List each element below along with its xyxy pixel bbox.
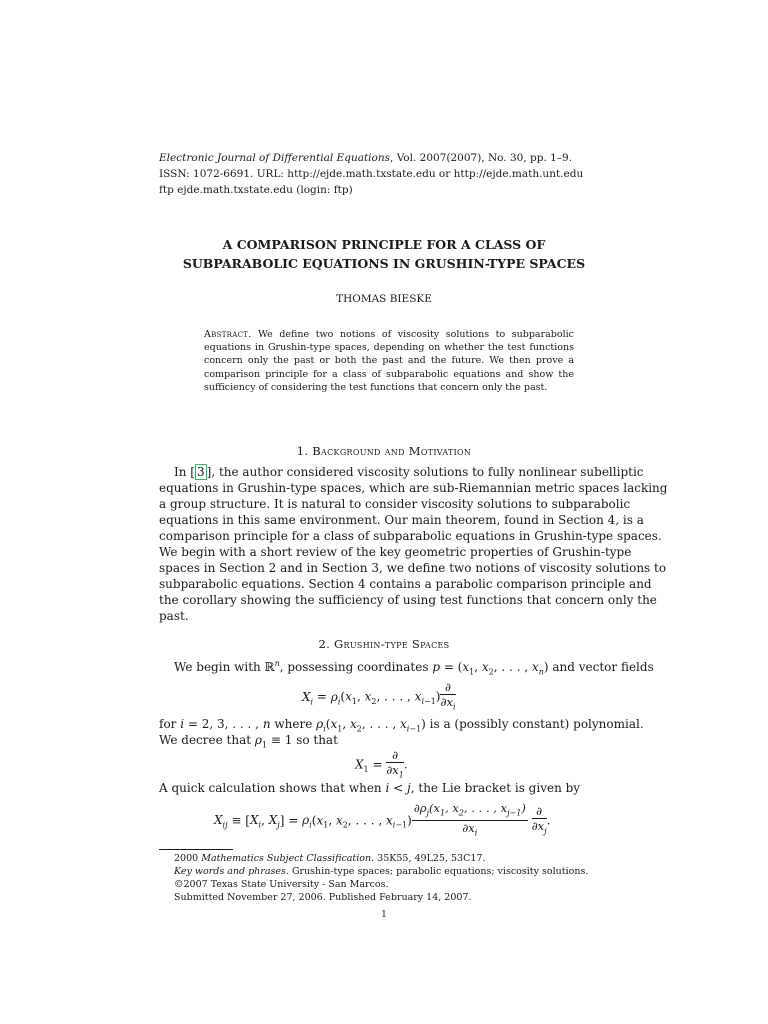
- citation-link[interactable]: 3: [196, 465, 205, 479]
- decree-end-text: so that: [296, 733, 338, 747]
- section1-line: We begin with a short review of the key geometric properties of Grushin-type: [159, 545, 632, 559]
- footnote-submitted: Submitted November 27, 2006. Published February 14, 2007.: [174, 892, 472, 903]
- page-number: 1: [381, 910, 387, 920]
- section1-line: comparison principle for a class of subparabolic equations in Grushin-type spaces.: [159, 529, 662, 543]
- journal-ftp-line: ftp ejde.math.txstate.edu (login: ftp): [159, 184, 353, 196]
- math-p-coords: p: [432, 660, 440, 674]
- section2-decree-line: We decree that $\rho_1 \equiv 1$ so that: [159, 733, 338, 750]
- footnote-keywords: [174, 866, 588, 878]
- math-rn: ℝ$^n$: [264, 659, 280, 674]
- intro-text: We begin with: [174, 660, 261, 674]
- intro-rest: , possessing coordinates: [279, 660, 429, 674]
- msc-year: 2000: [174, 853, 199, 864]
- journal-name: Electronic Journal of Differential Equations: [159, 152, 391, 164]
- intro-end: and vector fields: [552, 660, 654, 674]
- journal-issn-line: ISSN: 1072-6691. URL: http://ejde.math.txstate.edu or http://ejde.math.unt.edu: [159, 168, 584, 180]
- section1-line: a group structure. It is natural to consider viscosity solutions to subparabolic: [159, 497, 631, 511]
- author-name: THOMAS BIESKE: [336, 293, 432, 305]
- equation-vector-field: $X_i = \rho_i(x_1$, $x_2$, . . . , $x_{i-1}$) $\frac{\partial}{\partial x_i}$: [302, 680, 456, 712]
- section1-line: equations in this same environment. Our main theorem, found in Section 4, is a: [159, 513, 644, 527]
- abstract-text: We define two notions of viscosity solutions to subparabolic equations in Grushin-type spaces, depending on whether the test functions concern only the past or both the past and the future. We then prove a comparison principle for a class of subparabolic equations and show the sufficiency of considering the test functions that concern only the past.: [204, 329, 574, 393]
- footnote-copyright: ©2007 Texas State University - San Marcos.: [174, 879, 389, 890]
- journal-volume: , Vol. 2007(2007), No. 30, pp. 1–9.: [390, 152, 573, 164]
- msc-label: Mathematics Subject Classification.: [201, 853, 375, 864]
- quick-text: A quick calculation shows that when: [159, 781, 382, 795]
- equation-x1: $X_1$ = $\frac{\partial}{\partial x_1}$ .: [355, 748, 408, 780]
- journal-line-1: [159, 152, 572, 165]
- paper-title-line-1: A COMPARISON PRINCIPLE FOR A CLASS OF: [222, 237, 546, 252]
- section1-line: past.: [159, 609, 189, 623]
- abstract-label: Abstract.: [204, 329, 252, 340]
- section2-quick-line: A quick calculation shows that when i < j, the Lie bracket is given by: [159, 781, 581, 795]
- section-heading-1: 1. Background and Motivation: [296, 444, 472, 458]
- for-end-text: is a (possibly constant) polynomial.: [429, 717, 644, 731]
- keywords-text: Grushin-type spaces; parabolic equations; viscosity solutions.: [291, 866, 589, 877]
- section2-for-line: for i = 2, 3, . . . , n where $\rho_i(x_1$, $x_2$, . . . , $x_{i-1}$) is a (possibly constant) polynomial.: [159, 717, 644, 734]
- footnote-msc: [174, 853, 485, 865]
- section1-line: equations in Grushin-type spaces, which are sub-Riemannian metric spaces lacking: [159, 481, 668, 495]
- section1-suffix: , the author considered viscosity solutions to fully nonlinear subelliptic: [211, 465, 644, 479]
- where-text: where: [274, 717, 313, 731]
- section1-line: spaces in Section 2 and in Section 3, we define two notions of viscosity solutions to: [159, 561, 667, 575]
- section2-intro-line: We begin with ℝ$^n$, possessing coordinates $p = (x_1$, $x_2$, . . . , $x_n$) and vector fields: [174, 659, 654, 677]
- paper-title-line-2: SUBPARABOLIC EQUATIONS IN GRUSHIN-TYPE SPACES: [182, 256, 586, 271]
- section1-line: subparabolic equations. Section 4 contains a parabolic comparison principle and: [159, 577, 652, 591]
- keywords-label: Key words and phrases.: [174, 866, 289, 877]
- abstract-block: [204, 328, 574, 394]
- quick-end-text: , the Lie bracket is given by: [410, 781, 581, 795]
- section1-line: the corollary showing the sufficiency of using test functions that concern only the: [159, 593, 657, 607]
- section1-prefix: In: [174, 465, 191, 479]
- section-heading-2: 2. Grushin-type Spaces: [318, 637, 450, 651]
- footnote-rule: [159, 849, 233, 850]
- for-text: for: [159, 717, 177, 731]
- msc-codes: 35K55, 49L25, 53C17.: [377, 853, 486, 864]
- section1-first-line: In [ 3 ], the author considered viscosity solutions to fully nonlinear subelliptic: [174, 465, 644, 479]
- decree-text: We decree that: [159, 733, 252, 747]
- equation-lie-bracket: $X_{ij} \equiv [X_i$, $X_j] = \rho_i(x_1$, $x_2$, . . . , $x_{i-1}$) $\frac{\partial\rho_j(x_1, x_2, . . . , x_{j-1})}{\partial x_i}$ $\frac{\partial}{\partial x_j}$ .: [214, 801, 551, 838]
